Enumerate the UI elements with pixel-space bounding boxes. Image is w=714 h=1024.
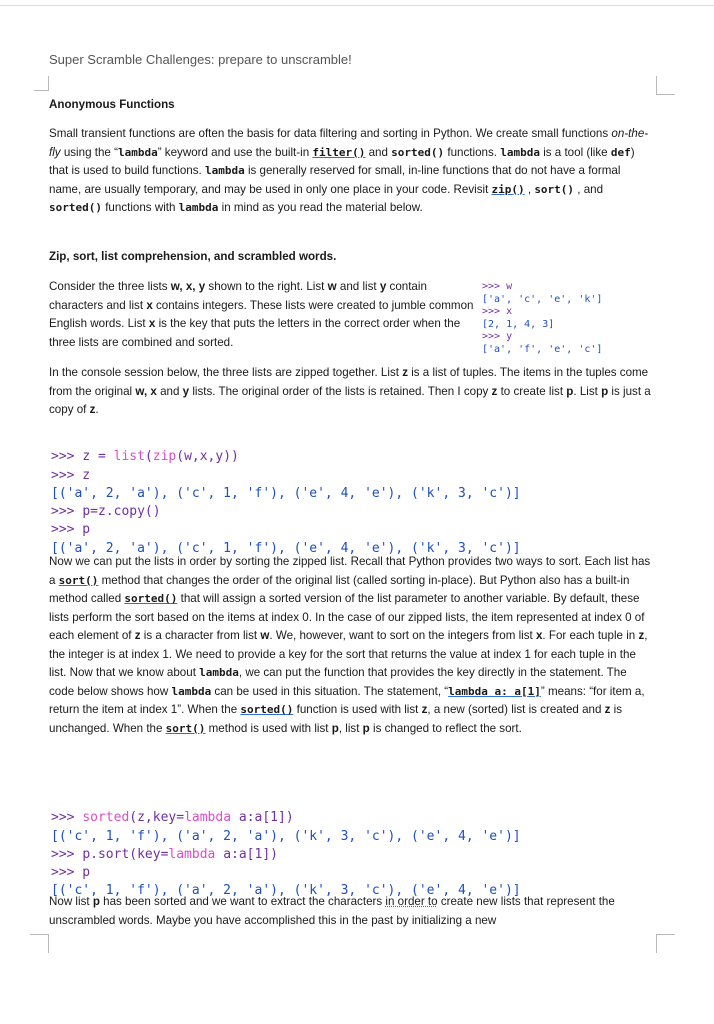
console-line: >>> p.sort(key=lambda a:a[1]) — [51, 846, 278, 862]
margin-mark-bottom-left — [30, 934, 49, 953]
console-line: >>> z = list(zip(w,x,y)) — [51, 449, 239, 465]
console-line: >>> p=z.copy() — [51, 504, 161, 520]
page-top-border — [0, 5, 714, 6]
margin-mark-top-left — [34, 76, 49, 91]
side-console-line: >>> w — [482, 281, 513, 292]
console-line: >>> sorted(z,key=lambda a:a[1]) — [51, 810, 294, 826]
side-console-lists — [482, 281, 672, 357]
paragraph-zip-session: In the console session below, the three lists are zipped together. List z is a list of tuples. The items in the tuples come from the original w, x and y lists. The original order of the lists is retained. Then I copy z to create list p. List p is just a copy of z. — [49, 366, 651, 416]
console-line: >>> z — [51, 467, 91, 483]
margin-mark-bottom-right — [656, 934, 675, 953]
side-console-line: [2, 1, 4, 3] — [482, 318, 555, 330]
paragraph-sorting: Now we can put the lists in order by sorting the zipped list. Recall that Python provides two ways to sort. Each list has a sort() method that changes the order of the original list (called sorting in-place). But Python also has a built-in method called sorted() that will assign a sorted version of the list parameter to another variable. By default, these lists perform the sort based on the items at index 0. In the case of our zipped lists, the item represented at index 0 of each element of z is a character from list w. We, however, want to sort on the integers from list x. For each tuple in z, the integer is at index 1. We need to provide a key for the sort that returns the value at index 1 for each tuple in the list. Now that we know about lambda, we can put the function that provides the key directly in the statement. The code below shows how lambda can be used in this situation. The statement, “lambda a: a[1]” means: “for item a, return the item at index 1”. When the sorted() function is used with list z, a new (sorted) list is created and z is unchanged. When the sort() method is used with list p, list p is changed to reflect the sort. — [49, 555, 651, 735]
paragraph-extract: Now list p has been sorted and we want to extract the characters in order to create new lists that represent the unscrambled words. Maybe you have accomplished this in the past by initializing a new — [49, 895, 615, 927]
paragraph-intro: Small transient functions are often the basis for data filtering and sorting in Python. We create small functions on-the-fly using the “lambda” keyword and use the built-in filter() and sorted() functions. lambda is a tool (like def) that is used to build functions. lambda is generally reserved for small, in-line functions that do not have a formal name, are usually temporary, and may be used in only one place in your code. Revisit zip() , sort() , and sorted() functions with lambda in mind as you read the material below. — [49, 127, 649, 214]
section-heading-zip-sort: Zip, sort, list comprehension, and scrambled words. — [49, 250, 337, 263]
side-console-line: >>> y — [482, 331, 513, 343]
side-console-line: ['a', 'f', 'e', 'c'] — [482, 343, 603, 355]
console-line: [('c', 1, 'f'), ('a', 2, 'a'), ('k', 3, 'c'), ('e', 4, 'e')] — [51, 883, 521, 899]
console-zip-session — [51, 430, 661, 558]
console-sort-session — [51, 791, 661, 901]
side-console-line: >>> x — [482, 306, 513, 318]
console-line: [('a', 2, 'a'), ('c', 1, 'f'), ('e', 4, 'e'), ('k', 3, 'c')] — [51, 485, 521, 501]
console-line: [('a', 2, 'a'), ('c', 1, 'f'), ('e', 4, 'e'), ('k', 3, 'c')] — [51, 540, 521, 556]
paragraph-lists: Consider the three lists w, x, y shown to the right. List w and list y contain characters and list x contains integers. These lists were created to jumble common English words. List x is the key that puts the letters in the correct order when the three lists are combined and sorted. — [49, 280, 474, 349]
document-header: Super Scramble Challenges: prepare to unscramble! — [49, 52, 352, 67]
section-heading-anonymous-functions: Anonymous Functions — [49, 98, 175, 111]
console-line: >>> p — [51, 522, 91, 538]
console-line: >>> p — [51, 865, 91, 881]
margin-mark-top-right — [656, 76, 675, 95]
side-console-line: ['a', 'c', 'e', 'k'] — [482, 293, 603, 305]
console-line: [('c', 1, 'f'), ('a', 2, 'a'), ('k', 3, 'c'), ('e', 4, 'e')] — [51, 828, 521, 844]
